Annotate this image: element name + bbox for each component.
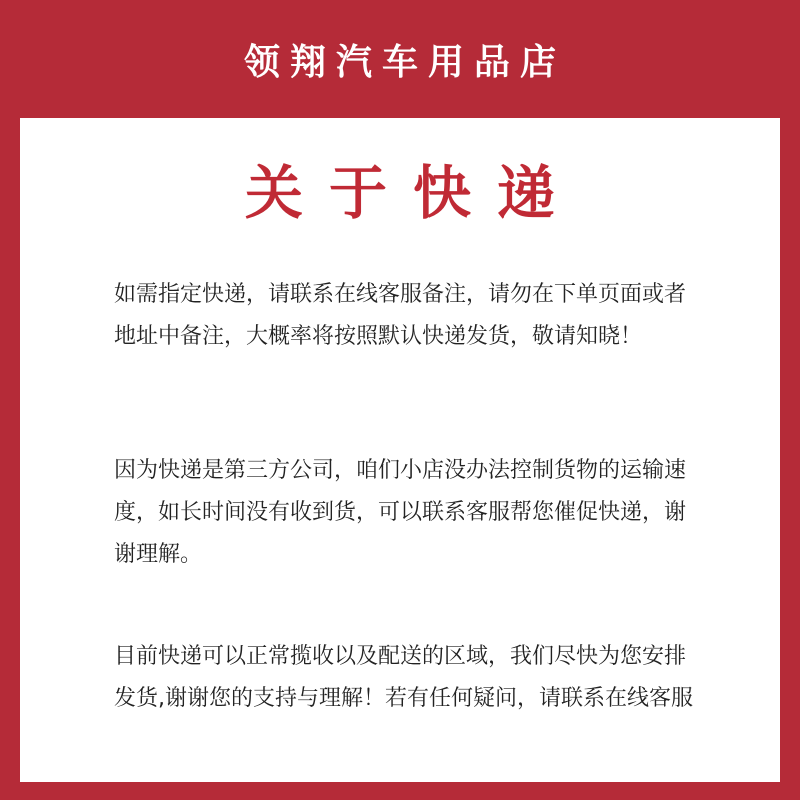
notice-paragraph-specify-courier: 如需指定快递，请联系在线客服备注，请勿在下单页面或者地址中备注，大概率将按照默认快递发货，敬请知晓！ (114, 282, 687, 349)
store-header (0, 0, 800, 118)
notice-paragraph-delivery-areas: 目前快递可以正常揽收以及配送的区域，我们尽快为您安排发货,谢谢您的支持与理解！若有任何疑问，请联系在线客服 (114, 644, 693, 711)
notice-title: 关于快递 (244, 159, 581, 227)
store-name: 领翔汽车用品店 (243, 41, 566, 83)
notice-paragraph-shipping-speed: 因为快递是第三方公司，咱们小店没办法控制货物的运输速度，如长时间没有收到货，可以联系客服帮您催促快递，谢谢理解。 (114, 458, 687, 567)
notice-panel (20, 118, 780, 782)
